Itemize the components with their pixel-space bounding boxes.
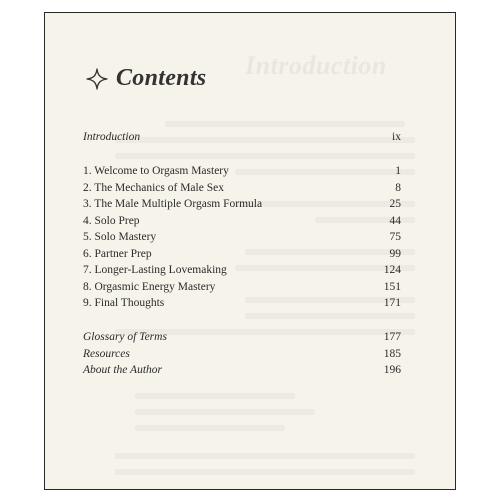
toc-entry-label: Glossary of Terms — [83, 331, 167, 343]
toc-entry-label: 6. Partner Prep — [83, 247, 152, 260]
toc-entry-label: 3. The Male Multiple Orgasm Formula — [83, 198, 263, 210]
toc-entry-page: 171 — [383, 297, 401, 309]
toc-entry-label: 9. Final Thoughts — [83, 297, 165, 309]
bleed-through-heading: Introduction — [245, 51, 387, 80]
toc-entry-chapter-9 — [83, 297, 401, 313]
page-title: Contents — [116, 65, 207, 91]
toc-entry-page: 8 — [395, 181, 401, 194]
toc-entry-chapter-2 — [83, 182, 401, 198]
toc-entry-label: 4. Solo Prep — [83, 214, 140, 227]
toc-entry-resources — [83, 348, 401, 364]
toc-entry-label: 5. Solo Mastery — [83, 231, 157, 243]
toc-entry-label: Resources — [83, 347, 130, 360]
toc-entry-label: Introduction — [83, 131, 141, 143]
toc-entry-chapter-7 — [83, 264, 401, 280]
toc-entry-chapter-6 — [83, 248, 401, 264]
contents-heading — [86, 65, 206, 92]
toc-entry-page: 25 — [389, 198, 401, 210]
four-point-star-icon — [86, 68, 108, 90]
toc-entry-about-author — [83, 364, 401, 380]
toc-entry-label: 8. Orgasmic Energy Mastery — [83, 280, 216, 293]
toc-entry-page: 177 — [383, 331, 401, 343]
toc-entry-chapter-4 — [83, 215, 401, 231]
toc-entry-chapter-1 — [83, 165, 401, 181]
toc-entry-label: 2. The Mechanics of Male Sex — [83, 181, 224, 194]
toc-entry-page: 196 — [383, 364, 401, 376]
toc-entry-page: 185 — [383, 347, 401, 360]
toc-entry-chapter-8 — [83, 281, 401, 297]
toc-entry-page: 1 — [395, 165, 401, 177]
toc-entry-page: 124 — [383, 264, 401, 276]
toc-entry-page: 75 — [389, 231, 401, 243]
toc-entry-page: ix — [392, 131, 401, 143]
toc-entry-glossary — [83, 331, 401, 347]
toc-entry-label: About the Author — [83, 364, 163, 376]
toc-entry-page: 99 — [389, 247, 401, 260]
toc-entry-label: 7. Longer-Lasting Lovemaking — [83, 264, 227, 276]
toc-entry-chapter-5 — [83, 231, 401, 247]
toc-entry-introduction — [83, 131, 401, 147]
toc-entry-label: 1. Welcome to Orgasm Mastery — [83, 165, 229, 177]
book-page — [44, 12, 456, 490]
toc-entry-page: 151 — [383, 280, 401, 293]
toc-entry-page: 44 — [389, 214, 401, 227]
toc-entry-chapter-3 — [83, 198, 401, 214]
